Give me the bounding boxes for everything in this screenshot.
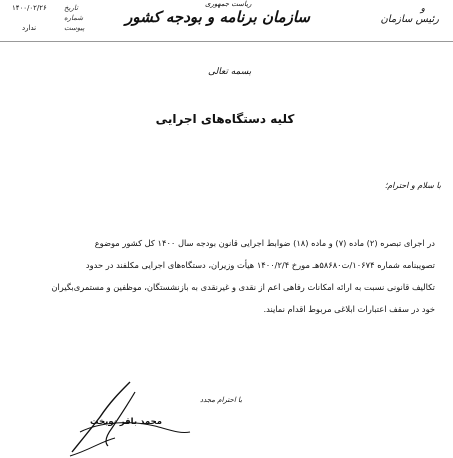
- attachment-value: ندارد: [22, 24, 37, 32]
- recipient-title: کلیه دستگاه‌های اجرایی: [155, 112, 295, 126]
- bismillah: بسمه تعالی: [208, 67, 252, 77]
- body-line-4: خود در سقف اعتبارات ابلاغی مربوط اقدام نمایند.: [263, 304, 435, 314]
- closing-phrase: با احترام مجدد: [200, 396, 243, 404]
- number-label: شماره: [64, 14, 84, 22]
- body-line-3: تکالیف قانونی نسبت به ارائه امکانات رفاهی اعم از نقدی و غیرنقدی به بازنشستگان، موظفین و مستمری‌بگیران: [51, 282, 435, 292]
- letterhead-title: سازمان برنامه و بودجه کشور: [125, 8, 310, 26]
- header-divider: [0, 41, 453, 42]
- letterhead-subtitle: ریاست جمهوری: [205, 0, 252, 8]
- date-value: ۱۴۰۰/۰۲/۲۶: [12, 4, 47, 12]
- body-line-2: تصویبنامه شماره ۱۰۶۷۴/ت۵۸۶۸۰هـ مورخ ۱۴۰۰/۲/۴ هیأت وزیران، دستگاه‌های اجرایی مکلفند در حدود: [85, 260, 435, 270]
- date-label: تاریخ: [64, 4, 78, 12]
- signer-name: محمد باقر نوبخت: [90, 417, 162, 427]
- header-right-top: و: [420, 4, 425, 14]
- body-line-1: در اجرای تبصره (۲) ماده (۷) و ماده (۱۸) ضوابط اجرایی قانون بودجه سال ۱۴۰۰ کل کشور موضوع: [94, 238, 435, 248]
- salutation: با سلام و احترام؛: [384, 181, 441, 190]
- handwritten-signature: [60, 372, 210, 458]
- attachment-label: پیوست: [64, 24, 85, 32]
- head-of-organization-label: رئیس سازمان: [380, 14, 439, 25]
